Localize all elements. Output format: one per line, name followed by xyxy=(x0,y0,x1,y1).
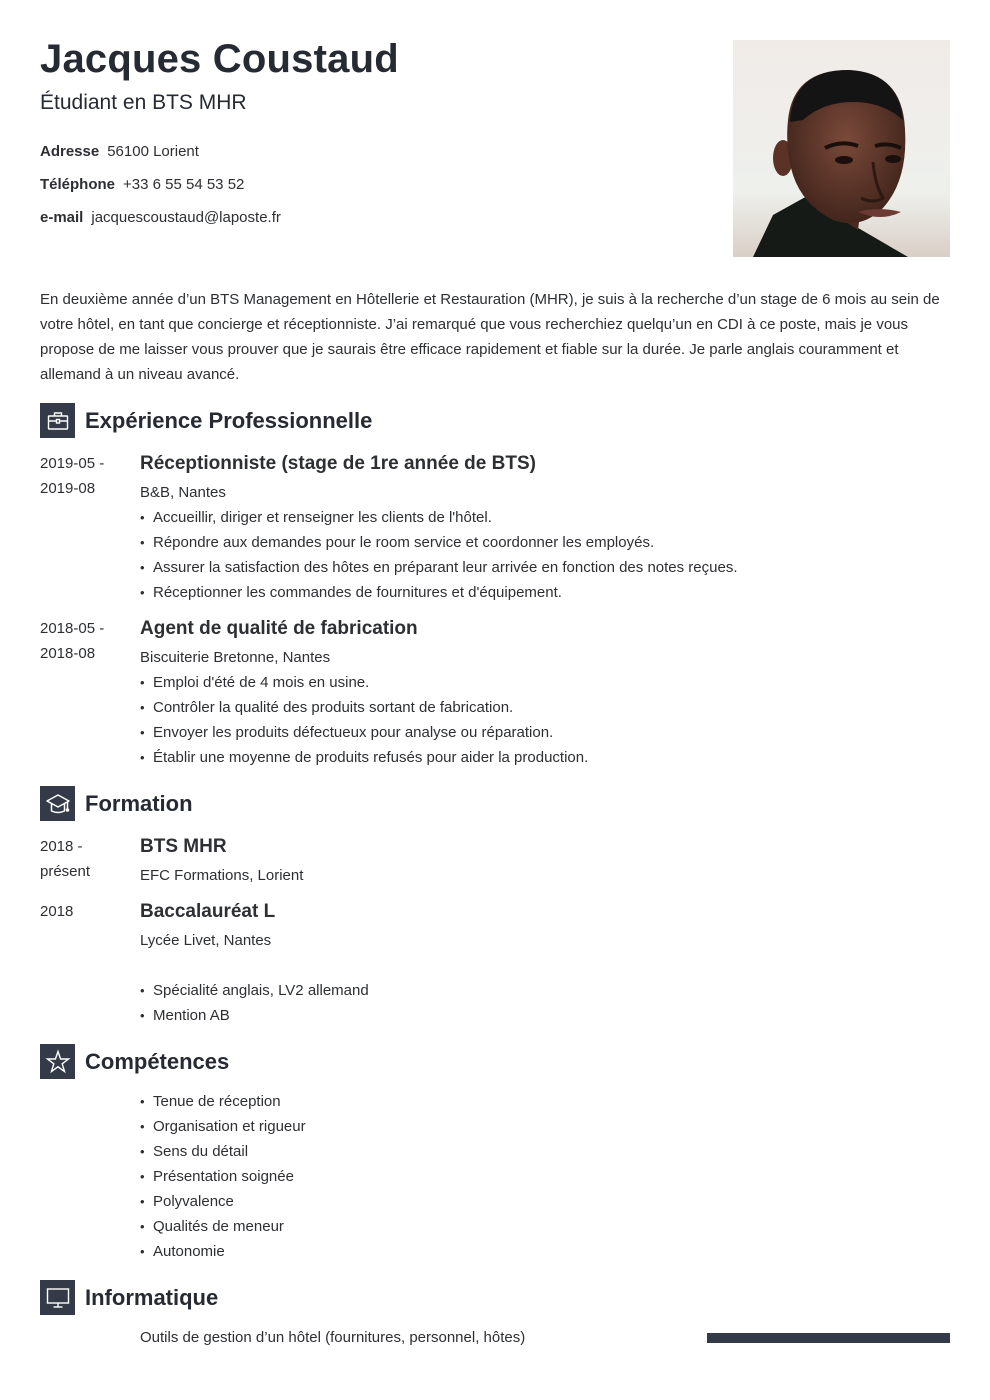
list-item: • Spécialité anglais, LV2 allemand xyxy=(140,978,950,1003)
list-item: • Présentation soignée xyxy=(140,1164,306,1189)
section-education-heading xyxy=(40,786,193,821)
contact-info xyxy=(40,143,281,242)
contact-value: 56100 Lorient xyxy=(107,143,199,160)
date-start: 2018-05 - xyxy=(40,620,105,637)
list-item: • Qualités de meneur xyxy=(140,1214,306,1239)
date-start: 2019-05 - xyxy=(40,455,105,472)
date-end: 2018-08 xyxy=(40,645,96,662)
entry-date xyxy=(40,451,135,501)
date-end: 2019-08 xyxy=(40,480,96,497)
contact-label: Adresse xyxy=(40,143,100,160)
date-start: 2018 xyxy=(40,903,74,920)
skill-level-bar xyxy=(707,1333,950,1343)
list-item: • Polyvalence xyxy=(140,1189,306,1214)
candidate-title: Étudiant en BTS MHR xyxy=(40,91,247,114)
entry-date xyxy=(40,834,135,884)
entry-body xyxy=(140,616,950,770)
profile-photo xyxy=(733,40,950,257)
candidate-name: Jacques Coustaud xyxy=(40,37,399,81)
section-title: Formation xyxy=(85,790,193,816)
list-item: • Envoyer les produits défectueux pour analyse ou réparation. xyxy=(140,720,950,745)
date-end: présent xyxy=(40,863,91,880)
it-skill-label: Outils de gestion d’un hôtel (fournitures, personnel, hôtes) xyxy=(140,1329,526,1346)
list-item: • Assurer la satisfaction des hôtes en préparant leur arrivée en fonction des notes reçues. xyxy=(140,555,950,580)
list-item: • Mention AB xyxy=(140,1003,950,1028)
contact-label: e-mail xyxy=(40,209,84,226)
skill-level-fill xyxy=(707,1333,950,1343)
list-item: • Emploi d'été de 4 mois en usine. xyxy=(140,670,950,695)
list-item: • Accueillir, diriger et renseigner les clients de l'hôtel. xyxy=(140,505,950,530)
section-experience-heading xyxy=(40,403,372,438)
entry-body xyxy=(140,899,950,1028)
section-title: Informatique xyxy=(85,1284,219,1310)
contact-value[interactable]: jacquescoustaud@laposte.fr xyxy=(91,209,281,226)
entry-body xyxy=(140,451,950,605)
list-item: • Tenue de réception xyxy=(140,1089,306,1114)
list-item: • Autonomie xyxy=(140,1239,306,1264)
list-item: • Réceptionner les commandes de fournitures et d'équipement. xyxy=(140,580,950,605)
date-start: 2018 - xyxy=(40,838,83,855)
graduation-cap-icon xyxy=(40,786,75,821)
job-title: Réceptionniste (stage de 1re année de BTS) xyxy=(140,453,536,474)
degree-title: BTS MHR xyxy=(140,836,227,857)
contact-address xyxy=(40,143,281,176)
section-it-heading xyxy=(40,1280,218,1315)
briefcase-icon xyxy=(40,403,75,438)
contact-label: Téléphone xyxy=(40,176,116,193)
school: EFC Formations, Lorient xyxy=(140,867,304,884)
entry-date xyxy=(40,616,135,666)
star-icon xyxy=(40,1044,75,1079)
section-title: Expérience Professionnelle xyxy=(85,407,373,433)
list-item: • Sens du détail xyxy=(140,1139,306,1164)
contact-phone xyxy=(40,176,281,209)
list-item: • Contrôler la qualité des produits sortant de fabrication. xyxy=(140,695,950,720)
contact-email xyxy=(40,209,281,242)
degree-title: Baccalauréat L xyxy=(140,901,276,922)
contact-value: +33 6 55 54 53 52 xyxy=(123,176,245,193)
profile-summary: En deuxième année d’un BTS Management en Hôtellerie et Restauration (MHR), je suis à la recherche d’un stage de 6 mois au sein de votre hôtel, en tant que concierge et réceptionniste. J’ai remarqué que vous recherchiez quelqu’un en CDI à ce poste, mais je vous propose de me laisser vous prouver que je saurais être efficace rapidement et fiable sur la durée. Je parle anglais couramment et allemand à un niveau avancé. xyxy=(40,291,940,383)
monitor-icon xyxy=(40,1280,75,1315)
duties-list xyxy=(140,670,950,770)
section-skills-heading xyxy=(40,1044,229,1079)
entry-date xyxy=(40,899,135,924)
section-title: Compétences xyxy=(85,1048,230,1074)
education-details-list xyxy=(140,978,950,1028)
employer: B&B, Nantes xyxy=(140,484,226,501)
list-item: • Organisation et rigueur xyxy=(140,1114,306,1139)
skills-list xyxy=(140,1089,306,1264)
school: Lycée Livet, Nantes xyxy=(140,932,272,949)
employer: Biscuiterie Bretonne, Nantes xyxy=(140,649,331,666)
duties-list xyxy=(140,505,950,605)
list-item: • Établir une moyenne de produits refusés pour aider la production. xyxy=(140,745,950,770)
job-title: Agent de qualité de fabrication xyxy=(140,618,418,639)
entry-body xyxy=(140,834,950,888)
it-skill-row xyxy=(140,1325,950,1350)
list-item: • Répondre aux demandes pour le room service et coordonner les employés. xyxy=(140,530,950,555)
